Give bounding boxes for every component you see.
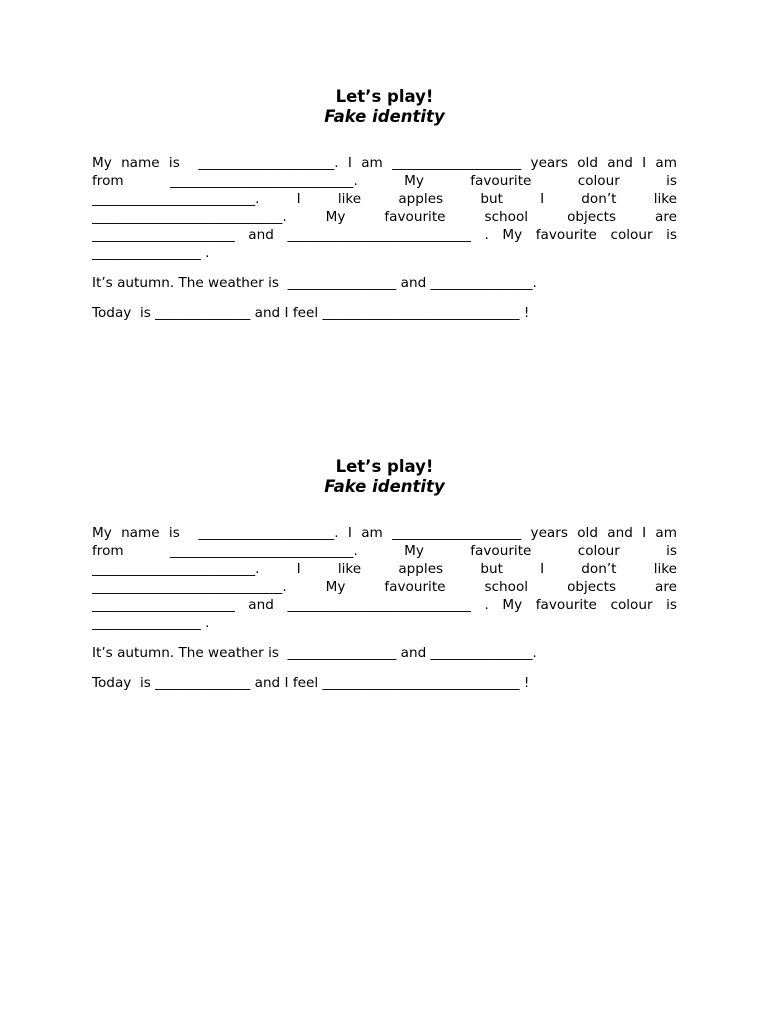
feeling-text: Today is ______________ and I feel _____________________________ ! — [92, 675, 530, 691]
worksheet-title: Let’s play! — [335, 457, 434, 476]
identity-line-6: ________________ . — [92, 245, 210, 261]
worksheet-subtitle: Fake identity — [324, 477, 445, 496]
worksheet-2 — [92, 457, 677, 692]
weather-paragraph — [92, 644, 677, 662]
identity-line-5: _____________________ and ___________________________ . My favourite colour is — [92, 227, 677, 243]
identity-line-3: ________________________. I like apples but I don’t like — [92, 191, 677, 207]
identity-line-1: My name is ____________________. I am ___________________ years old and I am — [92, 525, 677, 541]
weather-text: It’s autumn. The weather is ________________ and _______________. — [92, 275, 537, 291]
identity-line-4: ____________________________. My favourite school objects are — [92, 209, 677, 225]
weather-text: It’s autumn. The weather is ________________ and _______________. — [92, 645, 537, 661]
worksheet-1 — [92, 87, 677, 322]
identity-paragraph — [92, 154, 677, 262]
weather-paragraph — [92, 274, 677, 292]
feeling-paragraph — [92, 304, 677, 322]
identity-paragraph — [92, 524, 677, 632]
worksheet-subtitle: Fake identity — [324, 107, 445, 126]
identity-line-2: from ___________________________. My favourite colour is — [92, 543, 677, 559]
feeling-paragraph — [92, 674, 677, 692]
identity-line-4: ____________________________. My favourite school objects are — [92, 579, 677, 595]
worksheet-title: Let’s play! — [335, 87, 434, 106]
identity-line-5: _____________________ and ___________________________ . My favourite colour is — [92, 597, 677, 613]
identity-line-6: ________________ . — [92, 615, 210, 631]
identity-line-2: from ___________________________. My favourite colour is — [92, 173, 677, 189]
feeling-text: Today is ______________ and I feel _____________________________ ! — [92, 305, 530, 321]
identity-line-3: ________________________. I like apples but I don’t like — [92, 561, 677, 577]
identity-line-1: My name is ____________________. I am ___________________ years old and I am — [92, 155, 677, 171]
